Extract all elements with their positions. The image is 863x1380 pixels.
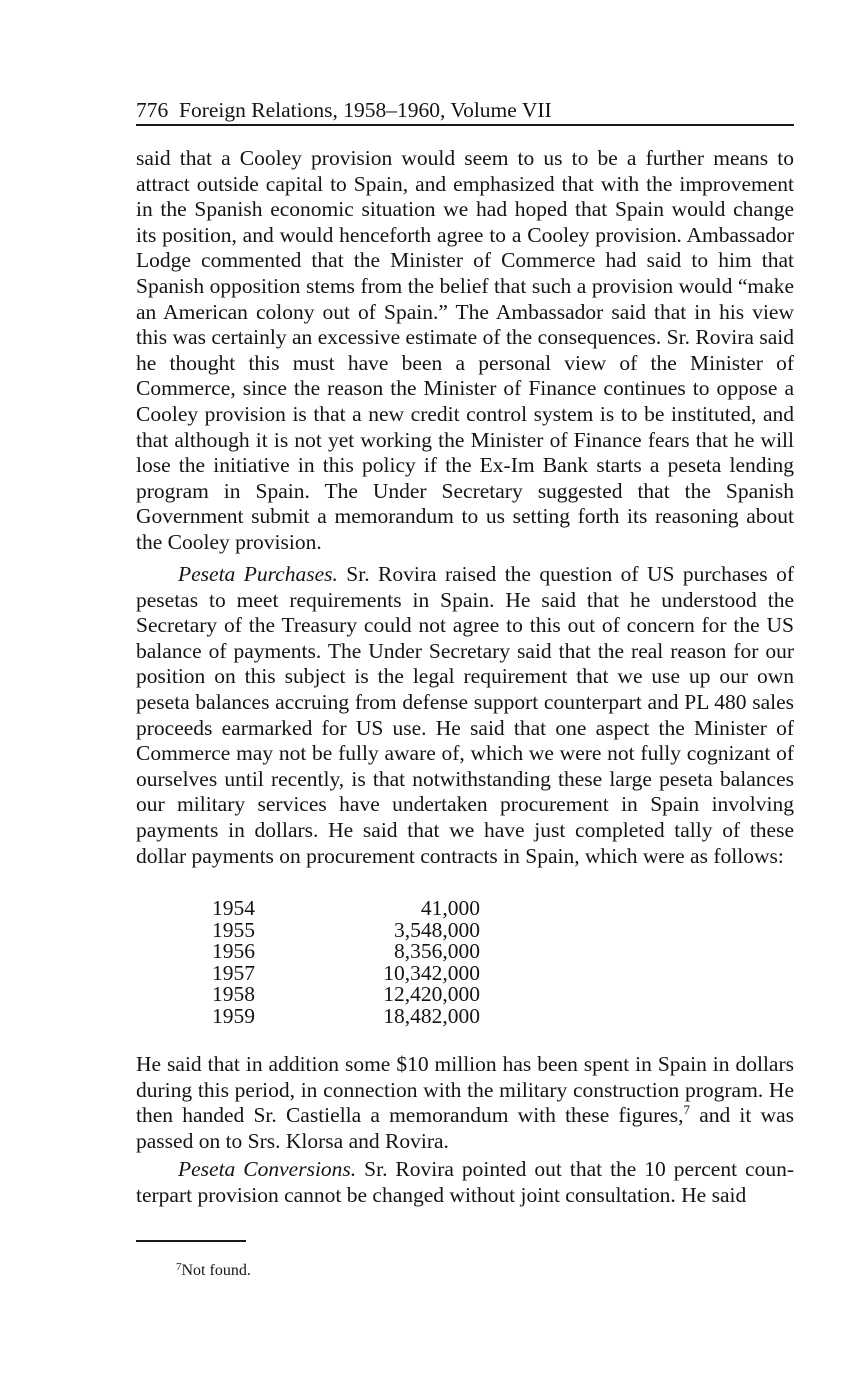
table-year: 1956 xyxy=(212,939,255,964)
running-header xyxy=(136,96,794,124)
table-amount: 3,548,000 xyxy=(394,917,480,942)
page-number: 776 xyxy=(136,98,169,122)
table-year: 1959 xyxy=(212,1003,255,1028)
table-year: 1957 xyxy=(212,960,255,985)
table-amount: 12,420,000 xyxy=(383,982,480,1007)
table-amount: 41,000 xyxy=(420,896,480,920)
table-amount: 18,482,000 xyxy=(383,1003,480,1028)
table-row xyxy=(212,917,480,942)
table-amount: 10,342,000 xyxy=(383,960,480,985)
paragraph-peseta-purchases xyxy=(136,562,794,869)
table-row xyxy=(212,898,480,920)
table-row xyxy=(212,1003,480,1028)
footnote-reference[interactable]: 7 xyxy=(683,1102,691,1118)
table-year: 1955 xyxy=(212,917,255,942)
section-heading-peseta-conversions: Peseta Conversions. xyxy=(178,1157,357,1181)
table-row xyxy=(212,941,480,963)
header-rule xyxy=(136,124,794,126)
table-amount: 8,356,000 xyxy=(394,939,480,964)
dollar-payments-table xyxy=(212,898,480,1028)
table-year: 1954 xyxy=(212,896,255,920)
section-heading-peseta-purchases: Peseta Purchases. xyxy=(178,562,338,586)
paragraph-text: Sr. Rovira raised the question of US purchases of pesetas to meet requirements in Spain. He said that he understood the Secretary of the Treasury could not agree to this out of concern for the US balance of payments. The Under Secretary said that the real reason for our position on this subject is the legal requirement that we use up our own peseta balances accruing from defense support counterpart and PL 480 sales proceeds earmarked for US use. He said that one aspect the Minister of Commerce may not be fully aware of, which we were not fully cognizant of ourselves until recently, is that notwithstanding these large peseta balances our military services have undertaken procurement in Spain involving payments in dollars. He said that we have just completed tally of these dollar payments on procurement contracts in Spain, which were as follows: xyxy=(136,562,794,868)
paragraph-text: Sr. Rovira pointed out that the 10 percent counterpart provision cannot be changed without joint consultation. He said xyxy=(136,1157,794,1207)
footnote-rule xyxy=(136,1240,246,1242)
footnote-number: 7 xyxy=(176,1261,182,1273)
table-year: 1958 xyxy=(212,982,255,1007)
footnote-text: Not found. xyxy=(181,1262,251,1279)
paragraph-text: He said that in addition some $10 million has been spent in Spain in dollars during this period, in connection with the military construction program. He then handed Sr. Castiella a memorandum with these figures, xyxy=(136,1052,794,1128)
footnote xyxy=(176,1256,251,1282)
paragraph-military-construction xyxy=(136,1052,794,1154)
paragraph-peseta-conversions xyxy=(136,1157,794,1208)
table-row xyxy=(212,984,480,1006)
paragraph-cooley-provision: said that a Cooley provision would seem to us to be a further means to attract outside capital to Spain, and emphasized that with the improvement in the Spanish economic situation we had hoped that Spain would change its position, and would henceforth agree to a Cooley provision. Ambassador Lodge commented that the Minister of Commerce had said to him that Spanish opposition stems from the belief that such a provision would “make an American colony out of Spain.” The Ambassador said that in his view this was certainly an excessive estimate of the consequences. Sr. Rovira said he thought this must have been a personal view of the Minister of Commerce, since the reason the Minister of Finance continues to oppose a Cooley provision is that a new credit control system is to be instituted, and that although it is not yet working the Minister of Finance fears that he will lose the initiative in this policy if the Ex-Im Bank starts a peseta lending program in Spain. The Under Secretary suggested that the Spanish Government submit a memorandum to us setting forth its reasoning about the Cooley provision. xyxy=(136,146,794,554)
paragraph-text: and it was passed on to Srs. Klorsa and Rovira. xyxy=(136,1103,794,1153)
volume-title: Foreign Relations, 1958–1960, Volume VII xyxy=(179,98,552,122)
table-row xyxy=(212,960,480,985)
